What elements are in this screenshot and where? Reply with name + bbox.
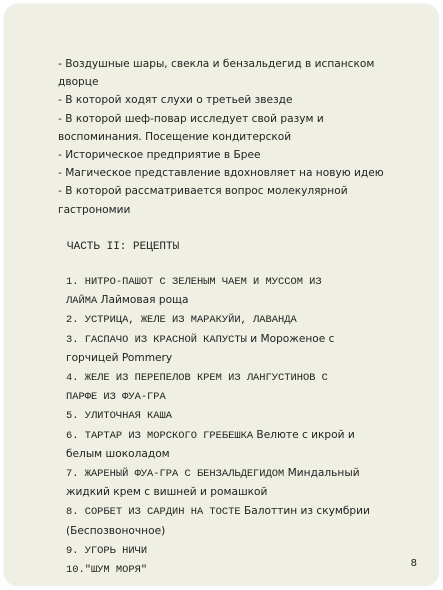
recipe-desc: Миндальный [284, 467, 360, 480]
recipe-title: 2. УСТРИЦА, ЖЕЛЕ ИЗ МАРАКУЙИ, ЛАВАНДА [66, 314, 297, 327]
recipe-line [66, 522, 427, 541]
recipe-desc: Лаймовая роща [97, 294, 189, 307]
recipe-desc: Велюте с икрой и [253, 428, 355, 441]
intro-line: - В которой шеф-повар исследует свой разум и [58, 112, 324, 125]
intro-line: - В которой ходят слухи о третьей звезде [58, 94, 293, 107]
recipe-line [66, 406, 427, 425]
page-number: 8 [410, 558, 417, 569]
recipe-line [66, 310, 427, 329]
intro-line: дворце [58, 76, 99, 89]
recipe-desc: жидкий крем с вишней и ромашкой [66, 486, 268, 499]
recipe-line [66, 272, 427, 291]
intro-line: - В которой рассматривается вопрос молекулярной [58, 185, 348, 198]
part-heading: ЧАСТЬ II: РЕЦЕПТЫ [67, 241, 180, 253]
recipe-title: 8. СОРБЕТ ИЗ САРДИН НА ТОСТЕ [66, 506, 241, 519]
recipe-title: 4. ЖЕЛЕ ИЗ ПЕРЕПЕЛОВ КРЕМ ИЗ ЛАНГУСТИНОВ С [66, 372, 328, 385]
recipe-title: ПАРФЕ ИЗ ФУА-ГРА [66, 391, 166, 404]
recipe-desc: (Беспозвоночное) [66, 524, 166, 537]
recipe-desc: белым шоколадом [66, 447, 170, 460]
intro-list [58, 55, 421, 219]
book-page [4, 4, 439, 586]
recipe-line [66, 426, 427, 445]
recipe-list [66, 272, 427, 579]
recipe-line [66, 445, 427, 464]
recipe-line [66, 502, 427, 521]
recipe-line [66, 291, 427, 310]
recipe-title: 9. УГОРЬ НИЧИ [66, 544, 148, 557]
recipe-line [66, 483, 427, 502]
recipe-title: 3. ГАСПАЧО ИЗ КРАСНОЙ КАПУСТЫ [66, 333, 247, 346]
recipe-title: 5. УЛИТОЧНАЯ КАША [66, 410, 173, 423]
recipe-desc: и Мороженое с [246, 332, 335, 345]
recipe-title: 7. ЖАРЕНЫЙ ФУА-ГРА С БЕНЗАЛЬДЕГИДОМ [66, 468, 285, 481]
recipe-line [66, 349, 427, 368]
recipe-title: 6. ТАРТАР ИЗ МОРСКОГО ГРЕБЕШКА [66, 429, 254, 442]
recipe-line [66, 330, 427, 349]
recipe-desc: Балоттин из скумбрии [240, 505, 370, 518]
intro-line: - Историческое предприятие в Брее [58, 149, 261, 162]
intro-line: - Воздушные шары, свекла и бензальдегид в испанском [58, 58, 375, 70]
recipe-desc: горчицей Pommery [66, 351, 173, 364]
recipe-line [66, 464, 427, 483]
recipe-title: ЛАЙМА [66, 295, 98, 308]
recipe-title: 1. НИТРО-ПАШОТ С ЗЕЛЕНЫМ ЧАЕМ И МУССОМ ИЗ [66, 276, 322, 288]
recipe-line [66, 368, 427, 387]
intro-line: воспоминания. Посещение кондитерской [58, 130, 292, 143]
intro-line: - Магическое представление вдохновляет на новую идею [58, 167, 384, 180]
recipe-line [66, 387, 427, 406]
recipe-title: 10."ШУМ МОРЯ" [66, 564, 148, 577]
recipe-line [66, 541, 427, 560]
intro-line: гастрономии [58, 203, 131, 216]
recipe-line [66, 560, 427, 579]
